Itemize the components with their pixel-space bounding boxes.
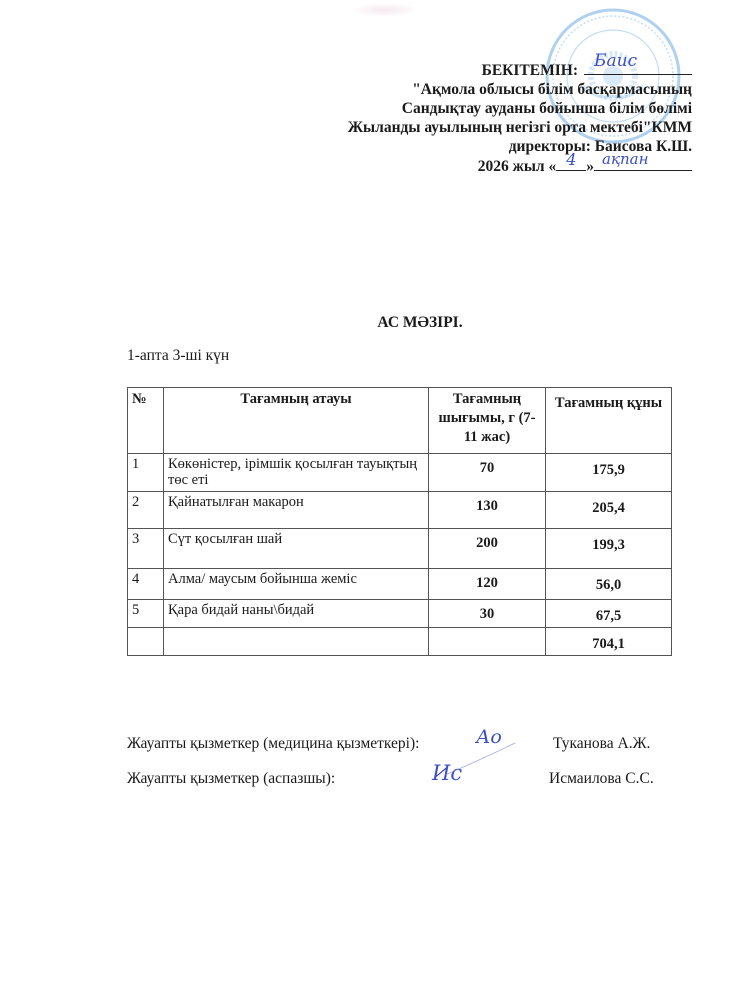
date-day: 4: [566, 150, 577, 169]
table-total-row: [128, 628, 672, 656]
row-cost: 56,0: [546, 569, 672, 600]
table-row: [128, 569, 672, 600]
paper-smudge: [350, 3, 420, 17]
menu-table: [127, 387, 672, 656]
total-cost: 704,1: [546, 628, 672, 656]
row-num: 2: [128, 492, 164, 529]
header-cost: Тағамның құны: [546, 388, 672, 454]
total-name-empty: [164, 628, 429, 656]
row-num: 3: [128, 529, 164, 569]
row-num: 5: [128, 600, 164, 628]
row-name: Көкөністер, ірімшік қосылған тауықтың төс еті: [164, 454, 429, 492]
total-num-empty: [128, 628, 164, 656]
approval-date: [348, 150, 692, 176]
signature-stroke-icon: [440, 740, 520, 780]
director-signature-line: [584, 51, 692, 75]
approval-line: Жыланды ауылының негізгі орта мектебі"КММ: [347, 119, 692, 136]
medical-handwritten-signature: Ао: [476, 726, 502, 748]
signature-name: Туканова А.Ж.: [553, 735, 651, 752]
approval-line: Сандықтау ауданы бойынша білім бөлімі: [401, 100, 692, 117]
row-name: Қара бидай наны\бидай: [164, 600, 429, 628]
header-num: №: [128, 388, 164, 454]
approval-line: "Ақмола облысы білім басқармасының: [412, 81, 692, 98]
header-yield: Тағамның шығымы, г (7-11 жас): [429, 388, 546, 454]
row-yield: 30: [429, 600, 546, 628]
row-yield: 120: [429, 569, 546, 600]
row-cost: 199,3: [546, 529, 672, 569]
row-yield: 200: [429, 529, 546, 569]
approval-heading-line: [348, 51, 692, 80]
signature-role: Жауапты қызметкер (аспазшы):: [127, 770, 336, 787]
row-num: 4: [128, 569, 164, 600]
director-signature: Баис: [594, 51, 638, 71]
row-name: Сүт қосылған шай: [164, 529, 429, 569]
row-yield: 130: [429, 492, 546, 529]
row-cost: 175,9: [546, 454, 672, 492]
date-month-line: [594, 150, 692, 171]
row-name: Алма/ маусым бойынша жеміс: [164, 569, 429, 600]
row-cost: 205,4: [546, 492, 672, 529]
cook-handwritten-signature: Ис: [432, 761, 463, 785]
signature-role: Жауапты қызметкер (медицина қызметкері):: [127, 735, 420, 752]
row-num: 1: [128, 454, 164, 492]
approval-line: директоры: Баисова К.Ш.: [508, 138, 692, 155]
table-row: [128, 529, 672, 569]
row-yield: 70: [429, 454, 546, 492]
date-month: ақпан: [602, 150, 649, 168]
row-name: Қайнатылған макарон: [164, 492, 429, 529]
document-title-wrap: [0, 314, 732, 332]
total-yield-empty: [429, 628, 546, 656]
row-cost: 67,5: [546, 600, 672, 628]
date-prefix: 2026 жыл «: [477, 158, 557, 175]
table-row: [128, 454, 672, 492]
signature-name: Исмаилова С.С.: [549, 770, 654, 787]
signature-row-cook: [127, 770, 335, 788]
approval-block: [347, 51, 692, 176]
table-header-row: [128, 388, 672, 454]
signature-row-medical: [127, 735, 419, 753]
document-title: АС МӘЗІРІ.: [377, 314, 463, 331]
date-mid: »: [586, 158, 594, 175]
header-name: Тағамның атауы: [164, 388, 429, 454]
date-day-line: [556, 150, 586, 171]
table-row: [128, 600, 672, 628]
document-subtitle: 1-апта 3-ші күн: [127, 347, 230, 364]
approval-heading: БЕКІТЕМІН:: [481, 62, 578, 79]
table-row: [128, 492, 672, 529]
